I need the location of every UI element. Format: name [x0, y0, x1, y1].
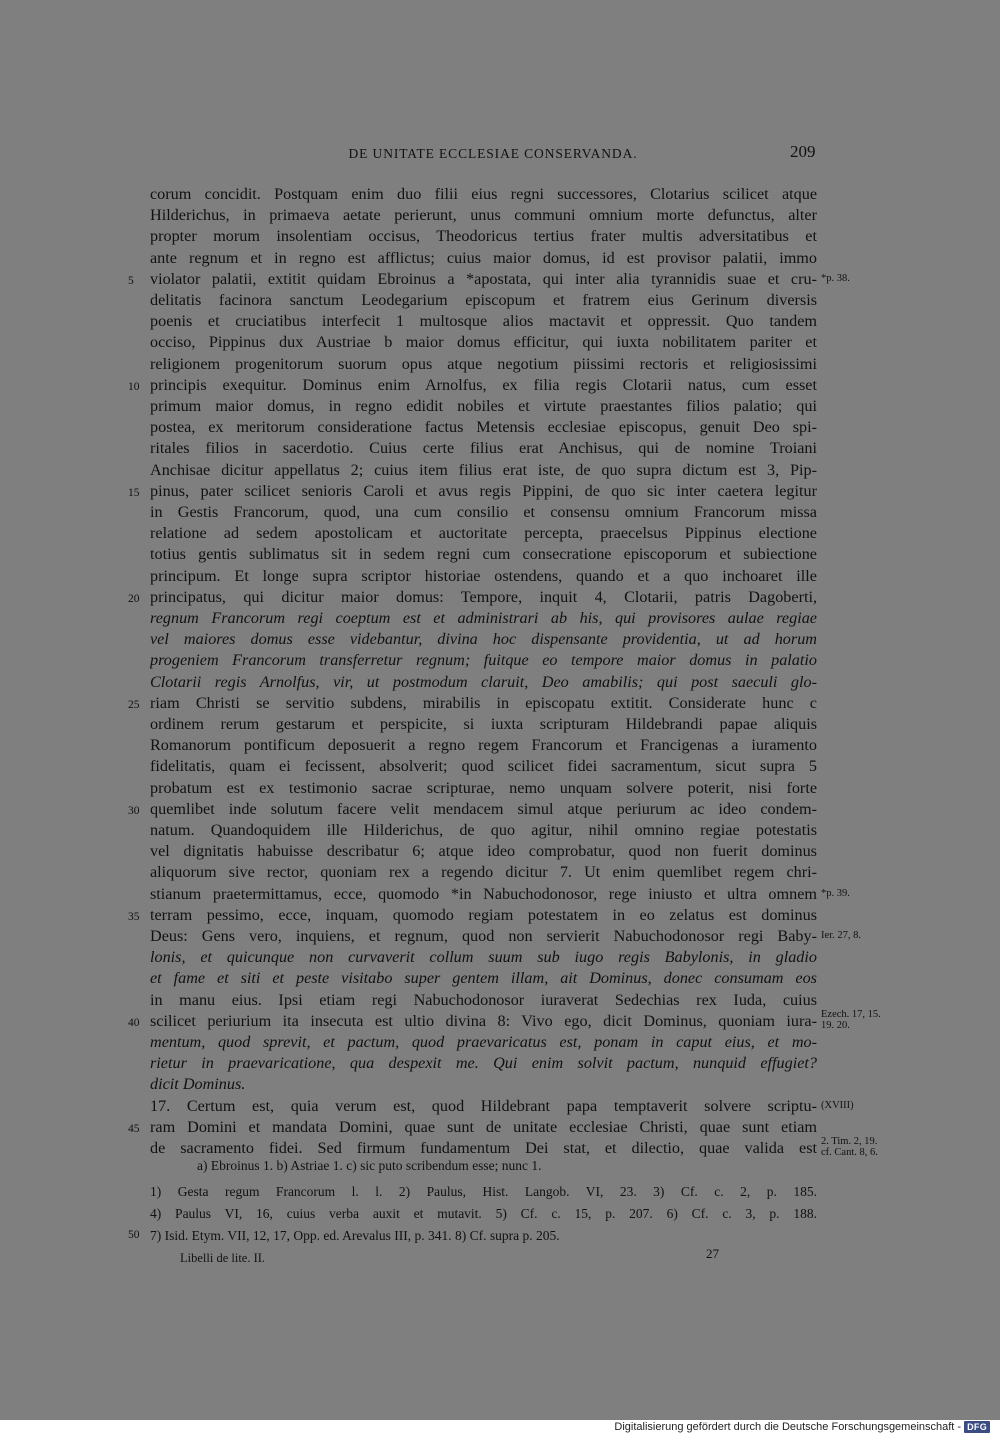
line-number: 10: [128, 381, 140, 393]
signature-number: 27: [706, 1246, 719, 1261]
text-line: lonis, et quicunque non curvaverit collum suum sub iugo regis Babylonis, in gladio: [150, 948, 817, 966]
text-line: ritales filios in sacerdotio. Cuius certe filius erat Anchisus, qui de nomine Troiani: [150, 439, 817, 457]
footnote-row: 7) Isid. Etym. VII, 12, 17, Opp. ed. Arevalus III, p. 341. 8) Cf. supra p. 205.: [150, 1228, 560, 1243]
text-line: scilicet periurium ita insecuta est ultio divina 8: Vivo ego, dicit Dominus, quoniam iura-: [150, 1012, 817, 1030]
text-line: in Gestis Francorum, quod, una cum consilio et consensu omnium Francorum missa: [150, 503, 817, 521]
text-line: 17. Certum est, quia verum est, quod Hildebrant papa temptaverit solvere scriptu-: [150, 1097, 817, 1115]
line-number: 20: [128, 593, 140, 605]
text-line: aliquorum sive rector, quoniam rex a regendo dicitur 7. Ut enim quemlibet regem chri-: [150, 863, 817, 881]
text-line: poenis et cruciatibus interfecit 1 multosque alios mactavit et oppressit. Quo tandem: [150, 312, 817, 330]
text-line: primum maior domus, in regno edidit nobiles et virtute praestantes filios palatio; qui: [150, 397, 817, 415]
text-line: principum. Et longe supra scriptor historiae ostendens, quando et a quo inchoaret ille: [150, 567, 817, 585]
text-line: dicit Dominus.: [150, 1075, 246, 1093]
footnote-line-number: 50: [128, 1229, 140, 1241]
text-line: vel dignitatis habuisse describatur 6; atque ideo comprobatur, quod non fuerit dominus: [150, 842, 817, 860]
text-line: mentum, quod sprevit, et pactum, quod praevaricatus est, ponam in caput eius, et mo-: [150, 1033, 817, 1051]
text-line: quemlibet inde solutum facere velit mendacem simul atque periurum ac ideo condem-: [150, 800, 817, 818]
margin-note: Ezech. 17, 15. 19. 20.: [821, 1009, 881, 1031]
page-number: 209: [790, 142, 816, 161]
text-line: violator palatii, extitit quidam Ebroinus a *apostata, qui inter alia tyrannidis suae et cru-: [150, 270, 817, 288]
text-line: probatum est ex testimonio sacrae scripturae, nemo unquam solvere poterit, nisi forte: [150, 779, 817, 797]
margin-note: (XVIII): [821, 1100, 854, 1111]
running-title: DE UNITATE ECCLESIAE CONSERVANDA.: [348, 146, 638, 161]
text-line: fidelitatis, quam ei fecissent, absolverit; quod scilicet fidei sacramentum, sicut supra 5: [150, 757, 817, 775]
margin-note: *p. 38.: [821, 273, 850, 284]
text-line: propter morum insolentiam occisus, Theodoricus tertius frater multis adversitatibus et: [150, 227, 817, 245]
line-number: 30: [128, 805, 140, 817]
text-line: riam Christi se servitio subdens, mirabilis in episcopatu extitit. Considerate hunc c: [150, 694, 817, 712]
footnote-row: 4) Paulus VI, 16, cuius verba auxit et mutavit. 5) Cf. c. 15, p. 207. 6) Cf. c. 3, p. 188.: [150, 1206, 817, 1221]
text-line: Romanorum pontificum deposuerit a regno regem Francorum et Francigenas a iuramento: [150, 736, 817, 754]
text-line: Anchisae dicitur appellatus 2; cuius item filius erat iste, de quo supra dictum est 3, Pip-: [150, 461, 817, 479]
text-line: totius gentis sublimatus sit in sedem regni cum consecratione episcoporum et subiectione: [150, 545, 817, 563]
line-number: 25: [128, 699, 140, 711]
text-line: corum concidit. Postquam enim duo filii eius regni successores, Clotarius scilicet atque: [150, 185, 817, 203]
dfg-logo: DFG: [964, 1421, 990, 1433]
credit-text: Digitalisierung gefördert durch die Deutsche Forschungsgemeinschaft -: [614, 1420, 962, 1433]
text-line: in manu eius. Ipsi etiam regi Nabuchodonosor iuraverat Sedechias rex Iuda, cuius: [150, 991, 817, 1009]
margin-note: *p. 39.: [821, 888, 850, 899]
text-line: et fame et siti et peste visitabo super gentem illam, ait Dominus, donec consumam eos: [150, 969, 817, 987]
text-line: Clotarii regis Arnolfus, vir, ut postmodum claruit, Deo amabilis; qui post saeculi glo-: [150, 673, 817, 691]
line-number: 35: [128, 911, 140, 923]
line-number: 5: [128, 275, 134, 287]
text-line: Hilderichus, in primaeva aetate perierunt, unus communi omnium morte defunctus, alter: [150, 206, 817, 224]
margin-note: Ier. 27, 8.: [821, 930, 861, 941]
text-line: pinus, pater scilicet senioris Caroli et avus regis Pippini, de quo sic inter caetera legitur: [150, 482, 817, 500]
footnote-apparatus: a) Ebroinus 1. b) Astriae 1. c) sic puto scribendum esse; nunc 1.: [197, 1158, 542, 1173]
text-line: progeniem Francorum transferretur regnum; fuitque eo tempore maior domus in palatio: [150, 651, 817, 669]
footnote-row: 1) Gesta regum Francorum l. l. 2) Paulus, Hist. Langob. VI, 23. 3) Cf. c. 2, p. 185.: [150, 1184, 817, 1199]
text-line: rietur in praevaricatione, qua despexit me. Qui enim solvit pactum, nunquid effugiet?: [150, 1054, 817, 1072]
margin-note: 2. Tim. 2, 19. cf. Cant. 8, 6.: [821, 1136, 878, 1158]
line-number: 15: [128, 487, 140, 499]
text-line: de sacramento fidei. Sed firmum fundamentum Dei stat, et dilectio, quae valida est: [150, 1139, 817, 1157]
text-line: regnum Francorum regi coeptum est et administrari ab his, qui provisores aulae regiae: [150, 609, 817, 627]
digitization-credit: [614, 1419, 990, 1434]
text-line: ordinem rerum gestarum et perspicite, si iuxta scripturam Hildebrandi papae aliquis: [150, 715, 817, 733]
text-line: stianum praetermittamus, ecce, quomodo *in Nabuchodonosor, rege iniusto et ultra omnem: [150, 885, 817, 903]
text-line: relatione ad sedem apostolicam et auctoritate percepta, praecelsus Pippinus electione: [150, 524, 817, 542]
line-number: 45: [128, 1123, 140, 1135]
running-head: [150, 146, 820, 162]
text-line: occiso, Pippinus dux Austriae b maior domus efficitur, qui iuxta nobilitatem pariter et: [150, 333, 817, 351]
text-line: Deus: Gens vero, inquiens, et regnum, quod non servierit Nabuchodonosor regi Baby-: [150, 927, 817, 945]
text-line: natum. Quandoquidem ille Hilderichus, de quo agitur, nihil omnino regiae potestatis: [150, 821, 817, 839]
text-line: ram Domini et mandata Domini, quae sunt de unitate ecclesiae Christi, quae sunt etiam: [150, 1118, 817, 1136]
text-line: vel maiores domus esse videbantur, divina hoc dispensante providentia, ut ad horum: [150, 630, 817, 648]
text-line: religionem progenitorum suorum opus atque negotium piissimi rectoris et religiosissimi: [150, 355, 817, 373]
text-line: principis exequitur. Dominus enim Arnolfus, ex filia regis Clotarii natus, cum esset: [150, 376, 817, 394]
text-line: ante regnum et in regno est afflictus; cuius maior domus, id est provisor palatii, immo: [150, 249, 817, 267]
line-number: 40: [128, 1017, 140, 1029]
signature-mark: Libelli de lite. II.: [180, 1251, 266, 1265]
text-line: terram pessimo, ecce, inquam, quomodo regiam potestatem in eo zelatus est dominus: [150, 906, 817, 924]
text-line: principatus, qui dicitur maior domus: Tempore, inquit 4, Clotarii, patris Dagoberti,: [150, 588, 817, 606]
text-line: postea, ex meritorum consideratione factus Metensis ecclesiae episcopus, genuit Deo spi-: [150, 418, 817, 436]
text-line: delitatis facinora sanctum Leodegarium episcopum et fratrem eius Gerinum diversis: [150, 291, 817, 309]
